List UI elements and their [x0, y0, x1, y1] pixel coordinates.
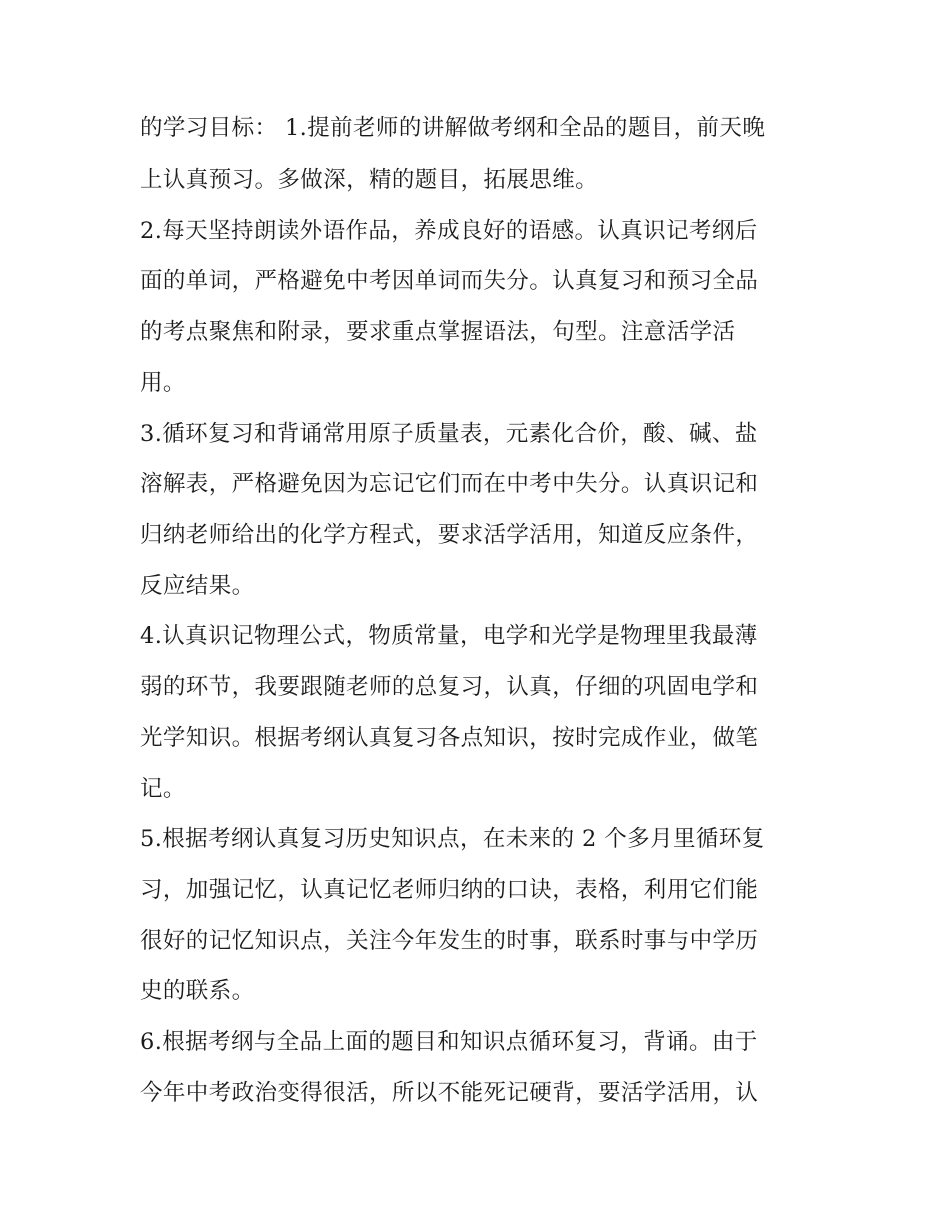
- text-line: 6.根据考纲与全品上面的题目和知识点循环复习，背诵。由于: [140, 1029, 758, 1055]
- text-line: 记。: [140, 776, 186, 802]
- text-line: 的考点聚焦和附录，要求重点掌握语法，句型。注意活学活: [140, 319, 736, 345]
- text-line: 用。: [140, 370, 186, 396]
- text-line: 2.每天坚持朗读外语作品，养成良好的语感。认真识记考纲后: [140, 218, 758, 244]
- text-line: 反应结果。: [140, 573, 255, 599]
- text-line: 很好的记忆知识点，关注今年发生的时事，联系时事与中学历: [140, 928, 759, 954]
- text-line: 5.根据考纲认真复习历史知识点，在未来的 2 个多月里循环复: [140, 826, 765, 852]
- text-line: 今年中考政治变得很活，所以不能死记硬背，要活学活用，认: [140, 1080, 759, 1106]
- text-line: 习，加强记忆，认真记忆老师归纳的口诀，表格，利用它们能: [140, 877, 759, 903]
- text-line: 3.循环复习和背诵常用原子质量表，元素化合价，酸、碱、盐: [140, 421, 758, 447]
- text-line: 史的联系。: [140, 978, 255, 1004]
- text-line: 上认真预习。多做深，精的题目，拓展思维。: [140, 167, 599, 193]
- text-line: 光学知识。根据考纲认真复习各点知识，按时完成作业，做笔: [140, 725, 759, 751]
- text-line: 4.认真识记物理公式，物质常量，电学和光学是物理里我最薄: [140, 623, 758, 649]
- text-line: 溶解表，严格避免因为忘记它们而在中考中失分。认真识记和: [140, 471, 759, 497]
- text-line: 面的单词，严格避免中考因单词而失分。认真复习和预习全品: [140, 268, 759, 294]
- text-line: 归纳老师给出的化学方程式，要求活学活用，知道反应条件，: [140, 522, 759, 548]
- text-line: 的学习目标： 1.提前老师的讲解做考纲和全品的题目，前天晚: [140, 115, 766, 141]
- text-line: 弱的环节，我要跟随老师的总复习，认真，仔细的巩固电学和: [140, 674, 759, 700]
